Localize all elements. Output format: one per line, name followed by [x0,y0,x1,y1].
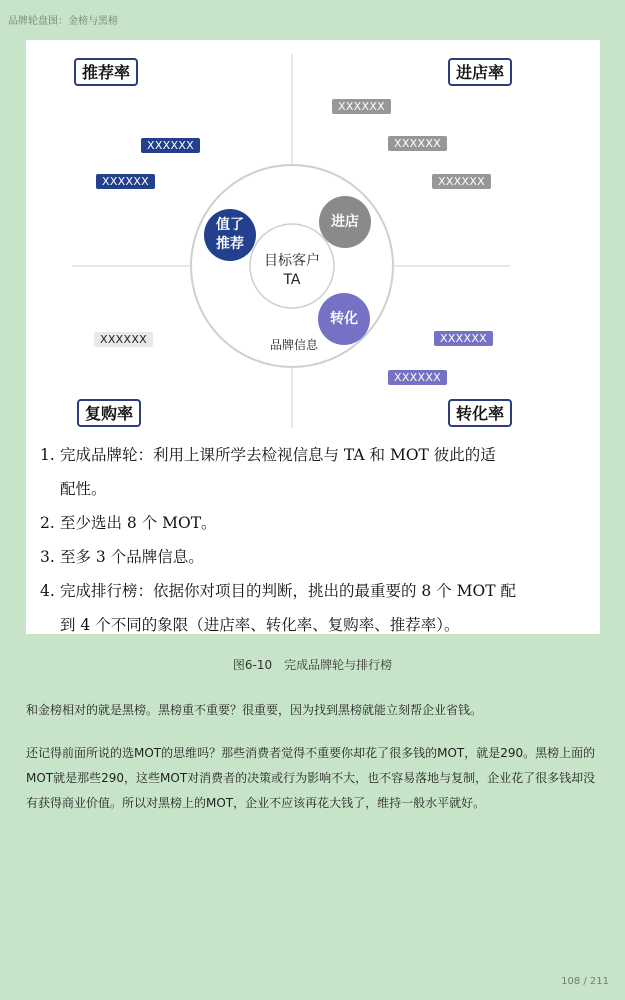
instruction-item [40,438,588,506]
recommend-node-line2: 推荐 [216,236,244,252]
recommend-node-label [204,216,256,254]
convert-node-label: 转化 [330,311,358,327]
header-title: 品牌轮盘图：金榜与黑榜 [8,16,118,27]
recommend-node-line1: 值了 [216,217,244,233]
figure-brand-wheel [26,40,600,634]
instruction-text-cont: 到 4 个不同的象限（进店率、转化率、复购率、推荐率）。 [60,616,460,634]
body-paragraph-1: 和金榜相对的就是黑榜。黑榜重不重要？很重要，因为找到黑榜就能立刻帮企业省钱。 [26,703,483,717]
tag-conversion-2: XXXXXX [388,370,447,385]
tag-enter-3: XXXXXX [432,174,491,189]
instruction-number: 2. [40,514,55,532]
center-label [250,252,334,290]
quadrant-label-repurchase: 复购率 [77,399,141,427]
diagram-graphics [26,40,600,440]
tag-conversion-1: XXXXXX [434,331,493,346]
enter-node-label: 进店 [331,214,359,230]
page-number: 108 / 211 [561,976,609,987]
tag-recommend-2: XXXXXX [96,174,155,189]
instruction-text-cont: 配性。 [60,480,107,498]
instruction-number: 1. [40,446,55,464]
instruction-item [40,540,588,574]
tag-repurchase-1: XXXXXX [94,332,153,347]
center-label-line2: TA [283,272,301,288]
instruction-text: 至少选出 8 个 MOT。 [60,514,217,532]
instruction-text: 完成品牌轮：利用上课所学去检视信息与 TA 和 MOT 彼此的适 [60,446,496,464]
instruction-number: 3. [40,548,55,566]
instruction-number: 4. [40,582,55,600]
tag-recommend-1: XXXXXX [141,138,200,153]
instruction-item [40,506,588,540]
quadrant-label-recommend: 推荐率 [74,58,138,86]
center-label-line1: 目标客户 [264,253,320,269]
instruction-text: 完成排行榜：依据你对项目的判断，挑出的最重要的 8 个 MOT 配 [60,582,516,600]
quadrant-label-enter: 进店率 [448,58,512,86]
brand-info-label: 品牌信息 [269,338,318,352]
tag-enter-1: XXXXXX [332,99,391,114]
quadrant-label-conversion: 转化率 [448,399,512,427]
instruction-item [40,574,588,642]
instruction-text: 至多 3 个品牌信息。 [60,548,204,566]
body-paragraph-2: 还记得前面所说的选MOT的思维吗？那些消费者觉得不重要你却花了很多钱的MOT，就是290。黑榜上面的MOT就是那些290，这些MOT对消费者的决策或行为影响不大，也不容易落地与复制，企业花了很多钱却没有获得商业价值。所以对黑榜上的MOT，企业不应该再花大钱了，维持一般水平就好。 [26,746,596,810]
instruction-list [40,438,588,642]
figure-caption: 图6-10 完成品牌轮与排行榜 [232,658,393,672]
brand-wheel-diagram [26,40,600,440]
tag-enter-2: XXXXXX [388,136,447,151]
